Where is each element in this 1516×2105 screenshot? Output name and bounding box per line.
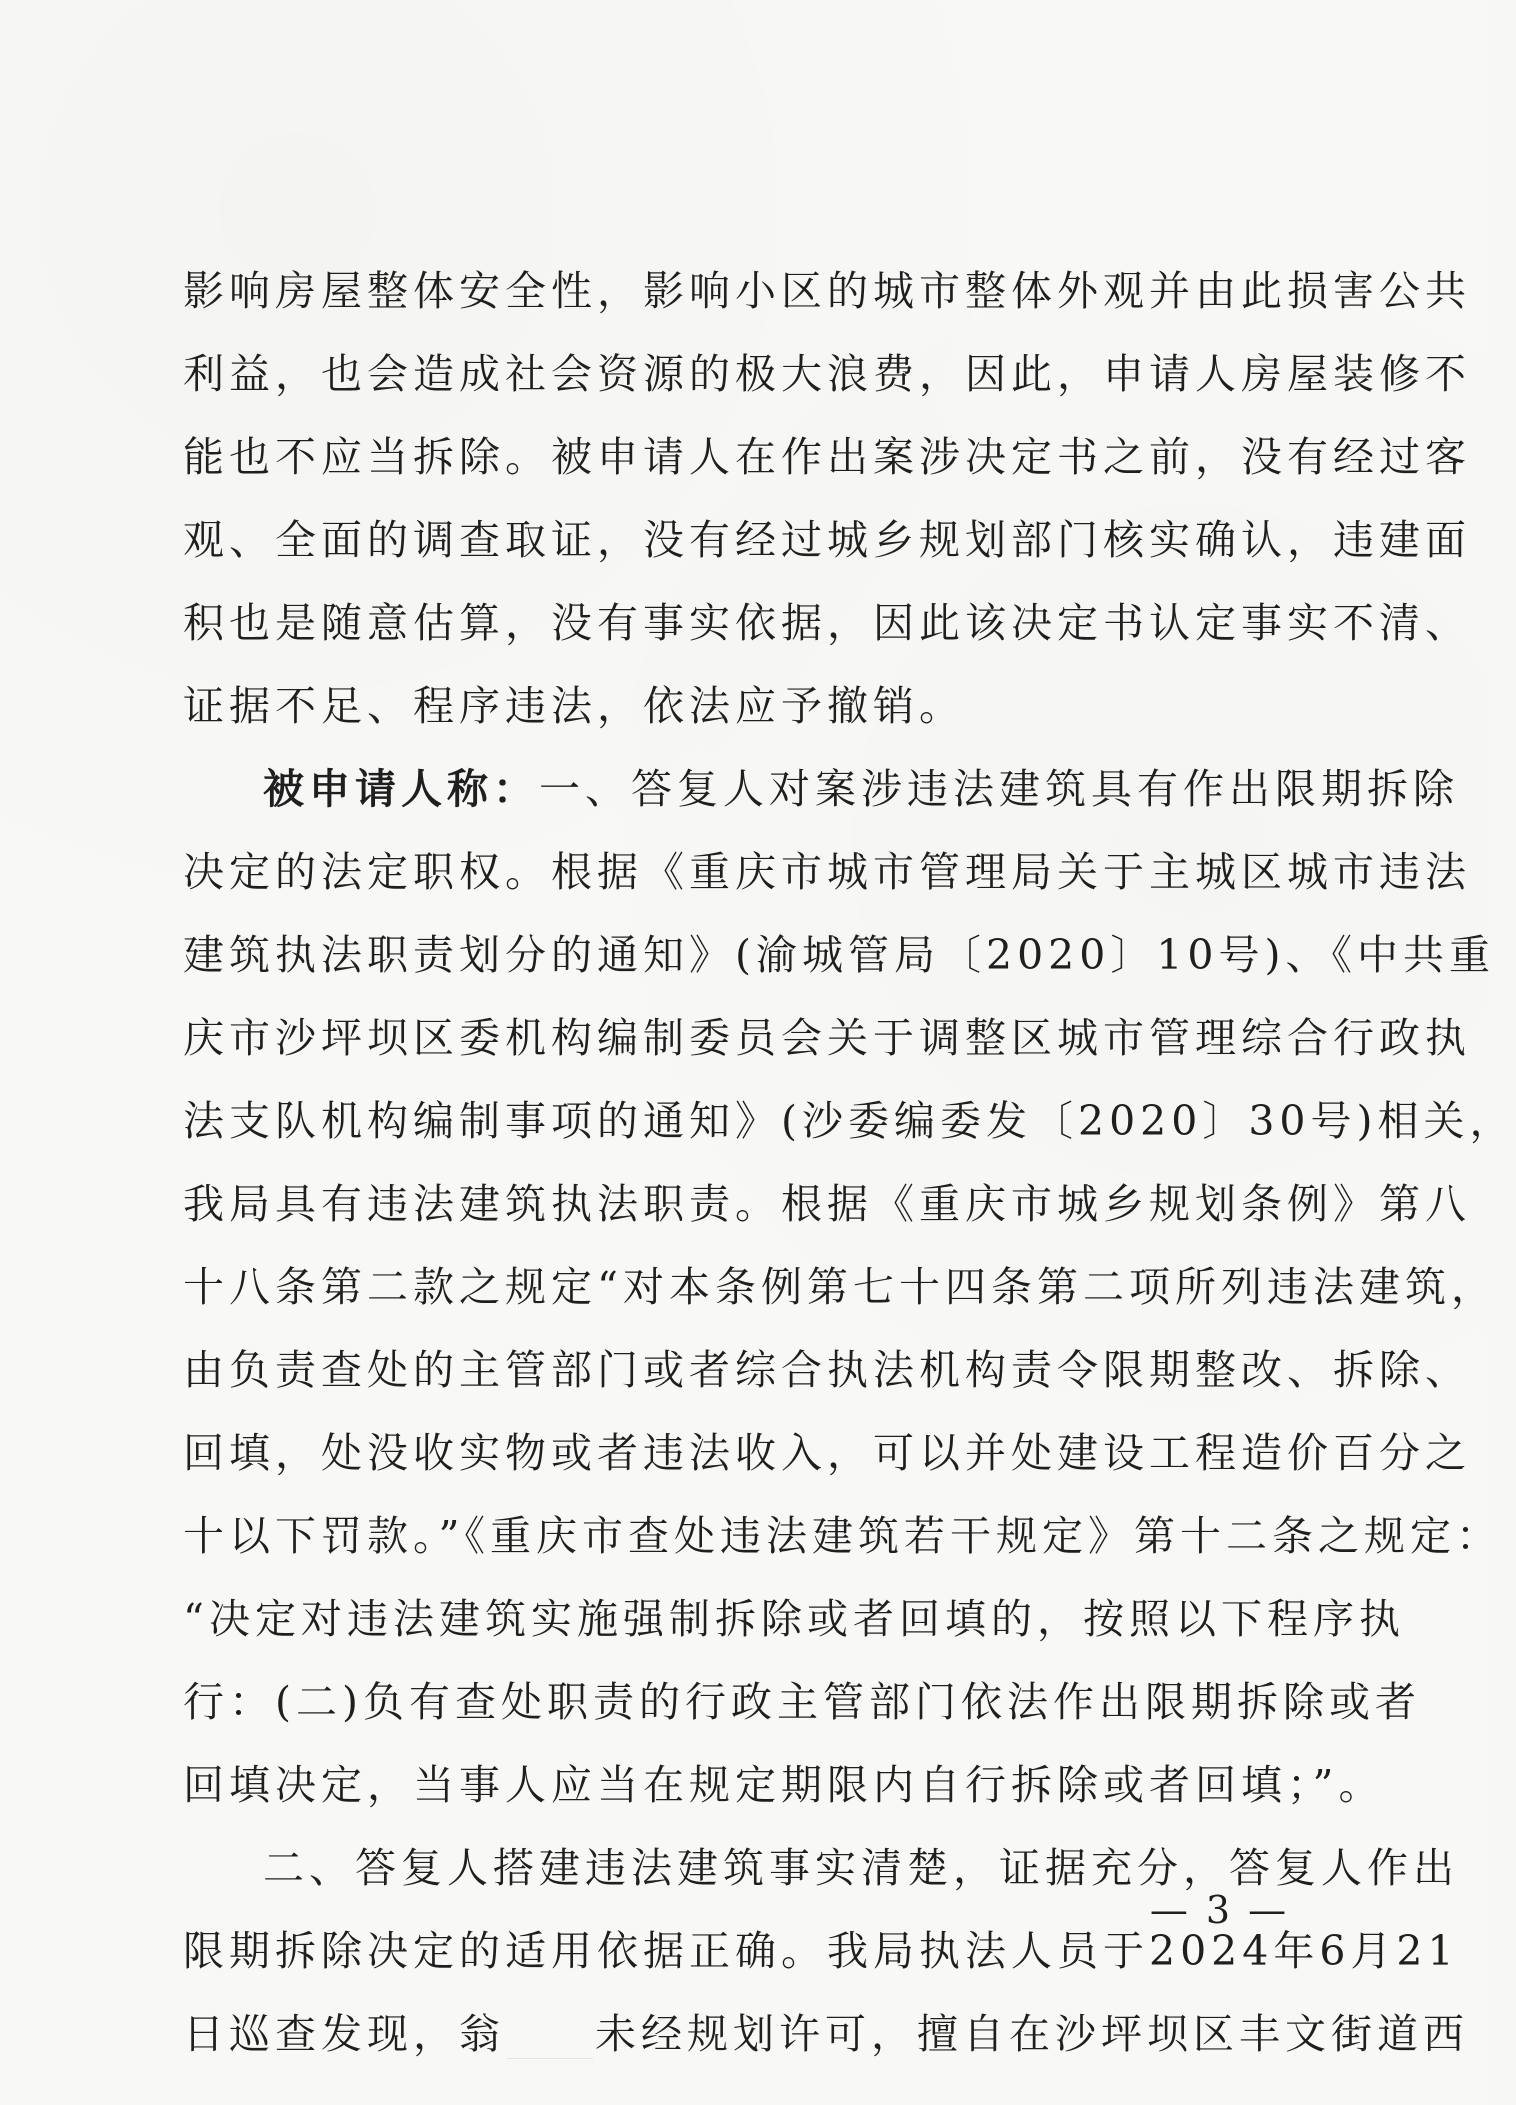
- redacted-name: [507, 2016, 593, 2059]
- paragraph1-line6: 证据不足、程序违法，依法应予撤销。: [183, 682, 965, 730]
- paragraph2-line6: 我局具有违法建筑执法职责。根据《重庆市城乡规划条例》第八: [183, 1180, 1471, 1228]
- paragraph2-line7: 十八条第二款之规定“对本条例第七十四条第二项所列违法建筑，: [183, 1263, 1497, 1311]
- paragraph2-line2: 决定的法定职权。根据《重庆市城市管理局关于主城区城市违法: [183, 848, 1471, 896]
- paragraph2-line9: 回填，处没收实物或者违法收入，可以并处建设工程造价百分之: [183, 1429, 1471, 1477]
- paragraph2-line12: 行：(二)负有查处职责的行政主管部门依法作出限期拆除或者: [183, 1678, 1421, 1726]
- paragraph2-line10: 十以下罚款。”《重庆市查处违法建筑若干规定》第十二条之规定：: [183, 1512, 1502, 1560]
- paragraph1-line3: 能也不应当拆除。被申请人在作出案涉决定书之前，没有经过客: [183, 433, 1471, 481]
- paragraph2-line5: 法支队机构编制事项的通知》(沙委编委发〔2020〕30号)相关，: [183, 1097, 1516, 1145]
- paragraph3-line3: [183, 2001, 1469, 2067]
- paragraph1-line4: 观、全面的调查取证，没有经过城乡规划部门核实确认，违建面: [183, 516, 1471, 564]
- respondent-heading: 被申请人称：: [263, 765, 539, 813]
- paragraph1-line5: 积也是随意估算，没有事实依据，因此该决定书认定事实不清、: [183, 599, 1471, 647]
- paragraph2-line1: [263, 756, 1459, 822]
- paragraph3-line1: 二、答复人搭建违法建筑事实清楚，证据充分，答复人作出: [263, 1844, 1459, 1892]
- paragraph3-line3-after: 未经规划许可，擅自在沙坪坝区丰文街道西: [595, 2010, 1469, 2058]
- paragraph3-line2: 限期拆除决定的适用依据正确。我局执法人员于2024年6月21: [183, 1927, 1459, 1975]
- paragraph2-line1-rest: 一、答复人对案涉违法建筑具有作出限期拆除: [539, 765, 1459, 813]
- paragraph2-line3: 建筑执法职责划分的通知》(渝城管局〔2020〕10号)、《中共重: [183, 931, 1496, 979]
- paragraph1-line2: 利益，也会造成社会资源的极大浪费，因此，申请人房屋装修不: [183, 350, 1471, 398]
- paragraph2-line11: “决定对违法建筑实施强制拆除或者回填的，按照以下程序执: [183, 1595, 1405, 1643]
- paragraph2-line4: 庆市沙坪坝区委机构编制委员会关于调整区城市管理综合行政执: [183, 1014, 1471, 1062]
- paragraph1-line1: 影响房屋整体安全性，影响小区的城市整体外观并由此损害公共: [183, 267, 1471, 315]
- page-number-dash-left: —: [1149, 1888, 1192, 1932]
- paragraph2-line13: 回填决定，当事人应当在规定期限内自行拆除或者回填；”。: [183, 1761, 1385, 1809]
- page-number-dash-right: —: [1248, 1888, 1291, 1932]
- paragraph2-line8: 由负责查处的主管部门或者综合执法机构责令限期整改、拆除、: [183, 1346, 1471, 1394]
- paragraph3-line3-before: 日巡查发现，翁: [183, 2010, 505, 2058]
- page-number-value: 3: [1205, 1888, 1235, 1932]
- page-number: [1145, 1885, 1295, 1935]
